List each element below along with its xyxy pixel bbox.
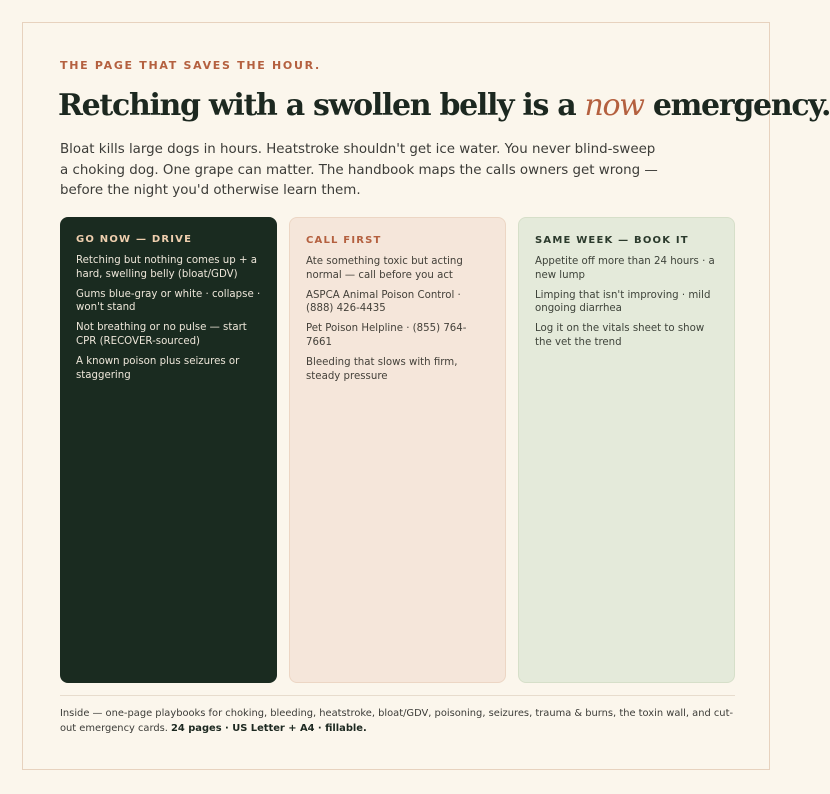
card-same-week [518,217,735,683]
card-go-now [60,217,277,683]
card-list [306,255,490,383]
intro-paragraph: Bloat kills large dogs in hours. Heatstroke shouldn't get ice water. You never blind-sweep a choking dog. One grape can matter. The handbook maps the calls owners get wrong — before the night you'd otherwise learn them. [60,142,658,198]
list-item: Retching but nothing comes up + a hard, swelling belly (bloat/GDV) [76,255,257,280]
card-title: SAME WEEK — BOOK IT [535,235,689,246]
card-call-first [289,217,506,683]
card-list [76,254,262,382]
list-item: Log it on the vitals sheet to show the vet the trend [535,323,705,348]
headline-text-after: emergency. [643,88,830,123]
card-list [535,255,719,350]
footer-divider [60,695,735,696]
list-item: Pet Poison Helpline · (855) 764-7661 [306,323,467,348]
footer-text: Inside — one-page playbooks for choking, bleeding, heatstroke, bloat/GDV, poisoning, seizures, trauma & burns, the toxin wall, and cut-out emergency cards. [60,708,734,734]
list-item: ASPCA Animal Poison Control · (888) 426-4435 [306,289,461,315]
list-item: Gums blue-gray or white · collapse · won't stand [76,288,261,314]
page-headline [58,84,830,128]
card-title: GO NOW — DRIVE [76,234,193,245]
list-item: Not breathing or no pulse — start CPR (RECOVER-sourced) [76,322,247,347]
footer-specs: 24 pages · US Letter + A4 · fillable. [171,723,367,734]
list-item: Ate something toxic but acting normal — call before you act [306,256,463,281]
headline-accent-word: now [584,88,644,123]
headline-text-before: Retching with a swollen belly is a [58,88,585,123]
list-item: Bleeding that slows with firm, steady pressure [306,357,458,382]
list-item: Appetite off more than 24 hours · a new lump [535,256,715,281]
list-item: A known poison plus seizures or staggering [76,356,240,381]
card-title: CALL FIRST [306,235,382,246]
eyebrow-label: THE PAGE THAT SAVES THE HOUR. [60,59,321,72]
list-item: Limping that isn't improving · mild ongoing diarrhea [535,289,711,315]
footer-note [60,706,740,736]
